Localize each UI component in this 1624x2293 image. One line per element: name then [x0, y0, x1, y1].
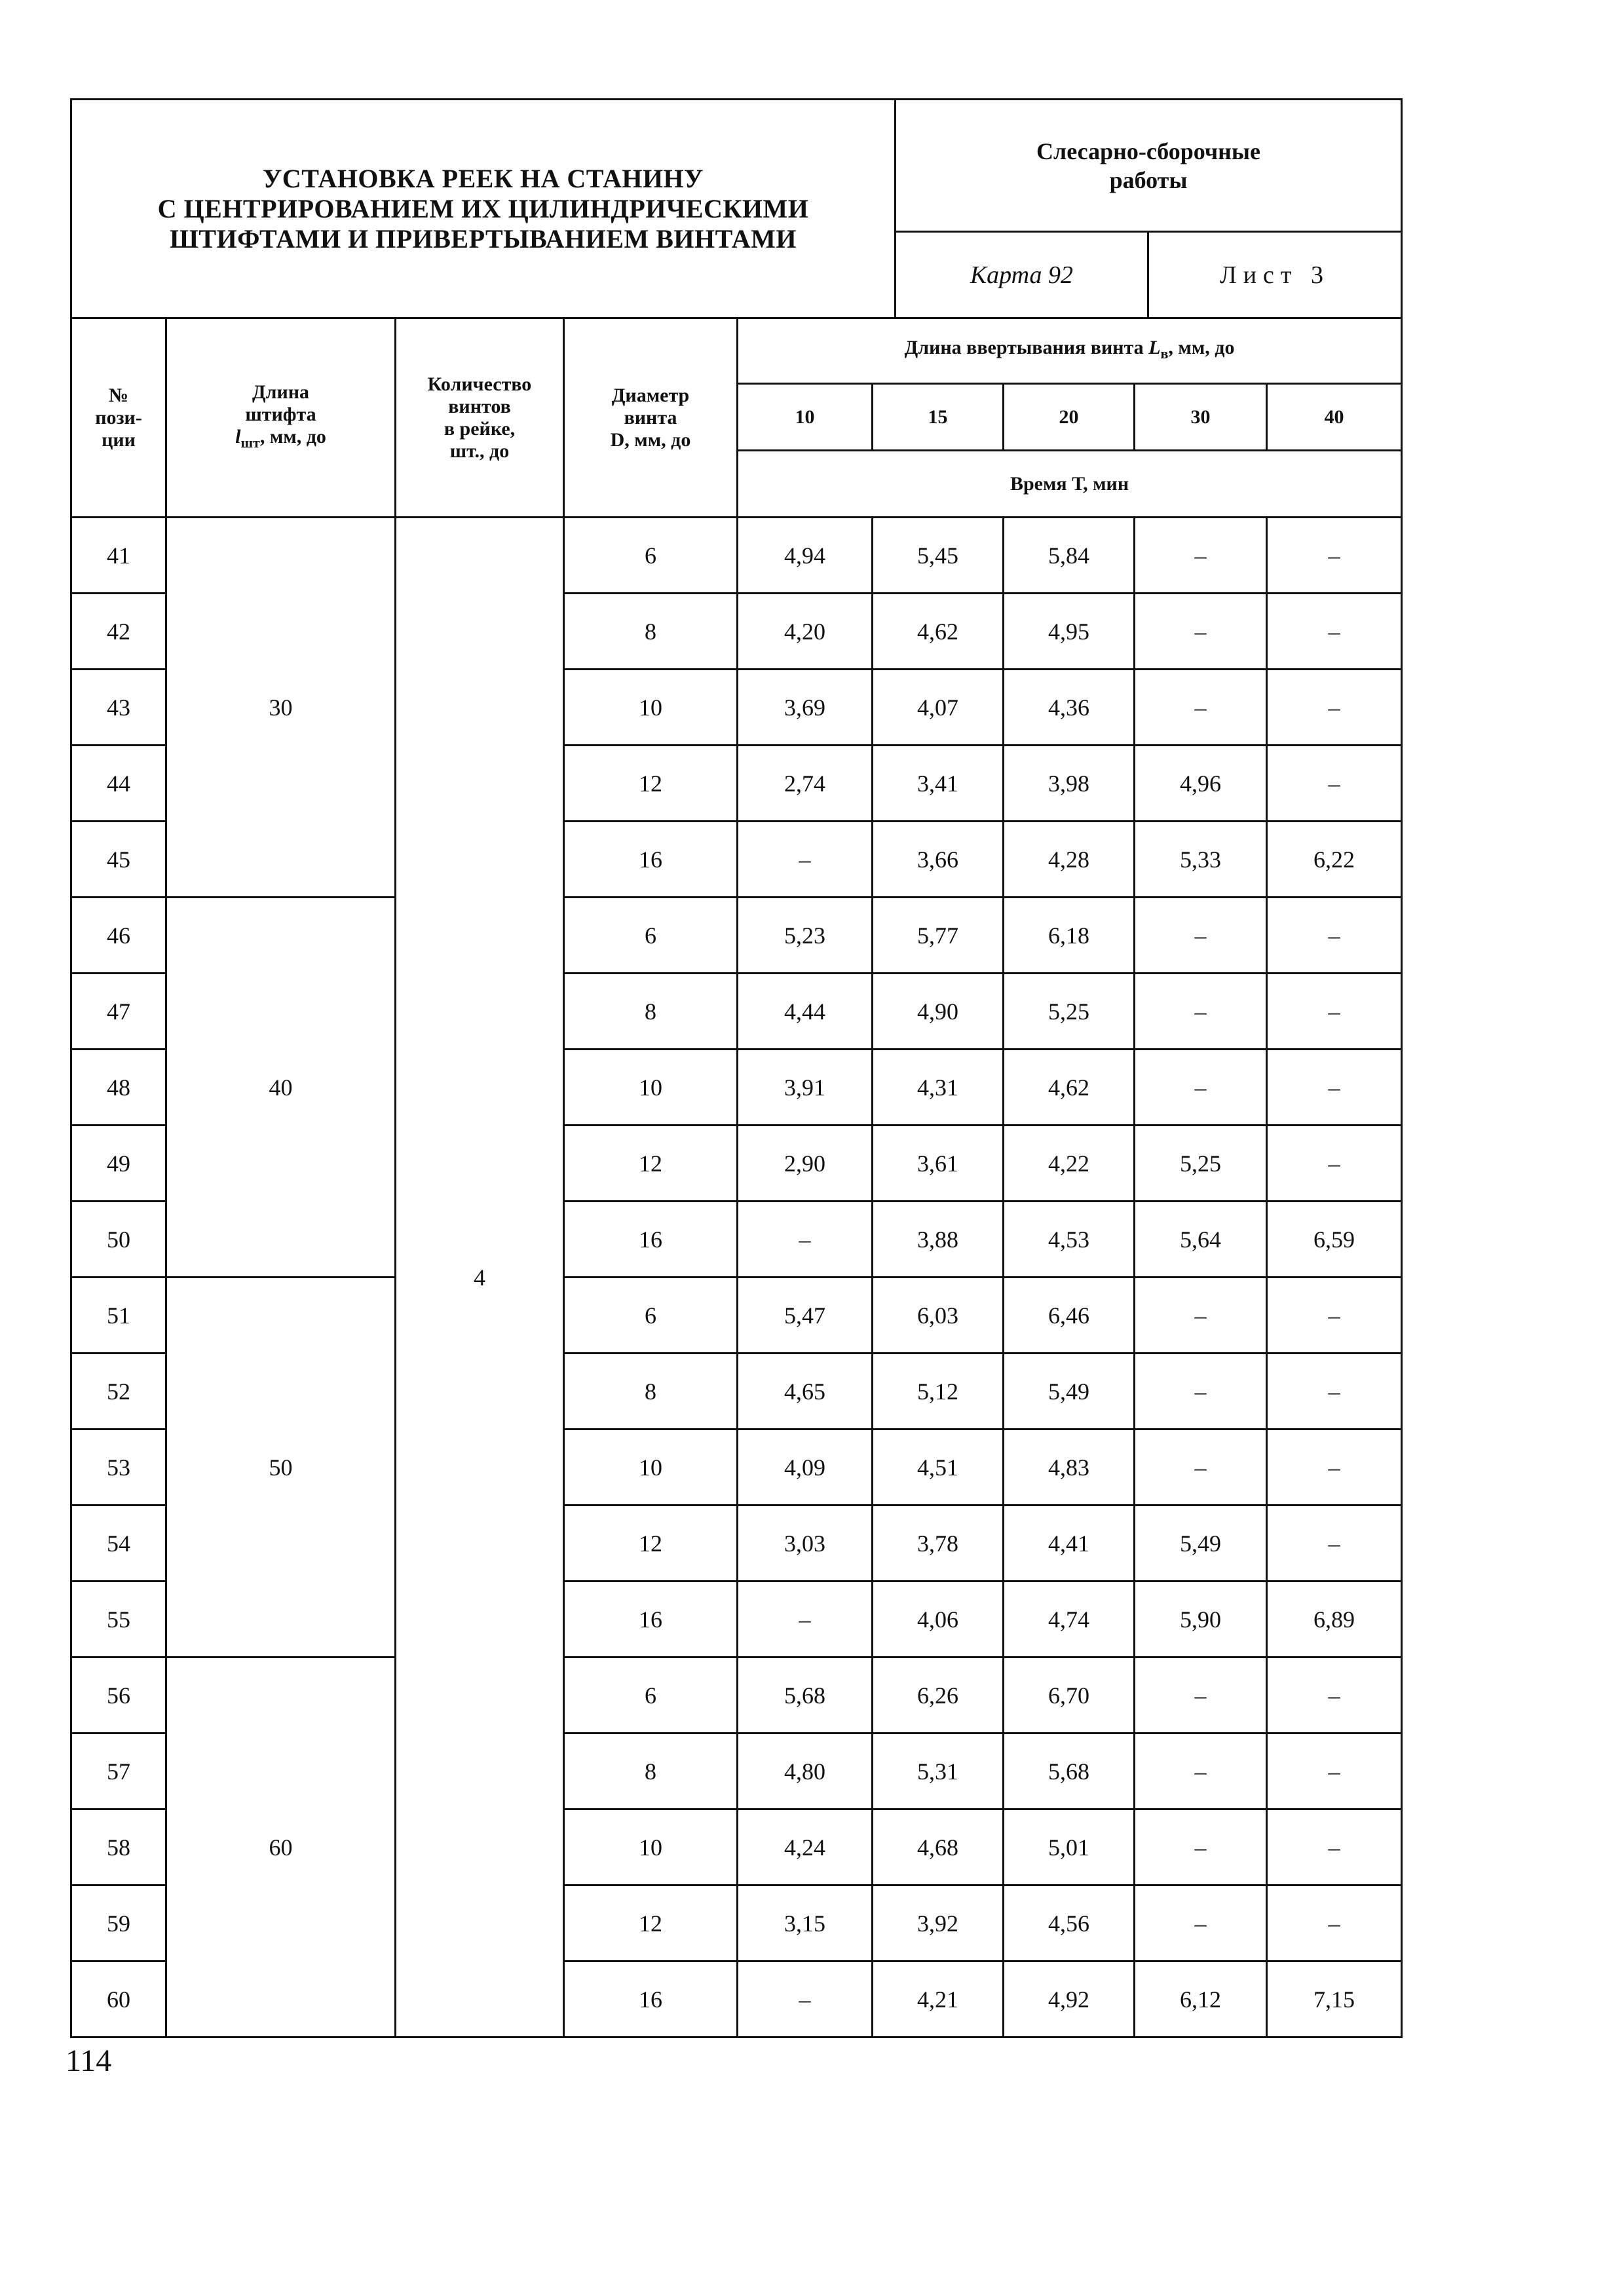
- header-line: ции: [102, 428, 136, 451]
- time-cell: 6,89: [1267, 1582, 1402, 1658]
- time-cell: 4,92: [1004, 1961, 1135, 2037]
- length-10: 10: [738, 384, 873, 451]
- diameter-cell: 10: [564, 1050, 738, 1126]
- position-cell: 52: [71, 1354, 166, 1430]
- col-diameter-header: [564, 318, 738, 518]
- time-cell: –: [1135, 1354, 1267, 1430]
- position-cell: 53: [71, 1430, 166, 1506]
- position-cell: 59: [71, 1886, 166, 1961]
- time-cell: 5,25: [1135, 1126, 1267, 1202]
- time-cell: –: [1267, 1658, 1402, 1734]
- header-line: штифта: [245, 404, 316, 425]
- col-pin-length-header: [166, 318, 396, 518]
- time-cell: 5,77: [873, 898, 1004, 974]
- header-line: винтов: [448, 395, 511, 417]
- unit-text: , мм, до: [1168, 337, 1235, 358]
- time-cell: –: [1267, 1126, 1402, 1202]
- time-cell: –: [1267, 974, 1402, 1050]
- table-row: [71, 1278, 1402, 1354]
- time-cell: –: [1135, 518, 1267, 594]
- time-cell: 5,49: [1135, 1506, 1267, 1582]
- time-cell: 5,12: [873, 1354, 1004, 1430]
- position-cell: 49: [71, 1126, 166, 1202]
- time-cell: 4,44: [738, 974, 873, 1050]
- time-cell: –: [1135, 1658, 1267, 1734]
- position-cell: 58: [71, 1810, 166, 1886]
- title-line: УСТАНОВКА РЕЕК НА СТАНИНУ: [262, 163, 704, 193]
- pin-length-cell: 40: [166, 898, 396, 1278]
- position-cell: 47: [71, 974, 166, 1050]
- diameter-cell: 10: [564, 1430, 738, 1506]
- diameter-cell: 12: [564, 1886, 738, 1961]
- time-cell: 4,90: [873, 974, 1004, 1050]
- position-cell: 45: [71, 822, 166, 898]
- time-cell: 4,96: [1135, 746, 1267, 822]
- time-cell: 3,91: [738, 1050, 873, 1126]
- time-cell: 5,25: [1004, 974, 1135, 1050]
- time-cell: 5,84: [1004, 518, 1135, 594]
- diameter-cell: 10: [564, 1810, 738, 1886]
- time-cell: 4,53: [1004, 1202, 1135, 1278]
- time-cell: 4,62: [1004, 1050, 1135, 1126]
- time-cell: 5,01: [1004, 1810, 1135, 1886]
- time-cell: 6,03: [873, 1278, 1004, 1354]
- position-cell: 42: [71, 594, 166, 670]
- time-cell: –: [1135, 1430, 1267, 1506]
- time-cell: 4,51: [873, 1430, 1004, 1506]
- time-cell: 4,74: [1004, 1582, 1135, 1658]
- time-cell: –: [1267, 1734, 1402, 1810]
- norm-card-sheet: [70, 98, 1401, 2038]
- time-cell: 6,46: [1004, 1278, 1135, 1354]
- time-cell: 4,06: [873, 1582, 1004, 1658]
- time-cell: –: [1267, 1506, 1402, 1582]
- diameter-cell: 6: [564, 1278, 738, 1354]
- table-row: [71, 1658, 1402, 1734]
- time-cell: 4,83: [1004, 1430, 1135, 1506]
- time-cell: 3,66: [873, 822, 1004, 898]
- unit-text: , мм, до: [259, 426, 326, 447]
- time-header: Время Т, мин: [738, 451, 1402, 518]
- time-cell: 6,26: [873, 1658, 1004, 1734]
- diameter-cell: 16: [564, 1202, 738, 1278]
- symbol-L: L: [1148, 337, 1161, 358]
- time-cell: 6,18: [1004, 898, 1135, 974]
- position-cell: 41: [71, 518, 166, 594]
- diameter-cell: 10: [564, 670, 738, 746]
- header-line: пози-: [95, 406, 142, 428]
- time-cell: 4,65: [738, 1354, 873, 1430]
- time-cell: 6,12: [1135, 1961, 1267, 2037]
- title-line: ШТИФТАМИ И ПРИВЕРТЫВАНИЕМ ВИНТАМИ: [169, 223, 797, 254]
- position-cell: 48: [71, 1050, 166, 1126]
- time-cell: 4,31: [873, 1050, 1004, 1126]
- position-cell: 60: [71, 1961, 166, 2037]
- time-cell: 5,68: [1004, 1734, 1135, 1810]
- card-number: Карта 92: [896, 232, 1148, 318]
- diameter-cell: 6: [564, 518, 738, 594]
- time-cell: –: [1267, 1886, 1402, 1961]
- header-line: Количество: [427, 373, 532, 395]
- pin-length-cell: 60: [166, 1658, 396, 2037]
- time-cell: –: [1267, 1810, 1402, 1886]
- time-cell: –: [1267, 1050, 1402, 1126]
- time-cell: –: [738, 822, 873, 898]
- time-cell: –: [1267, 670, 1402, 746]
- time-cell: –: [1135, 670, 1267, 746]
- time-cell: –: [1267, 1354, 1402, 1430]
- time-cell: 3,78: [873, 1506, 1004, 1582]
- pin-length-cell: 30: [166, 518, 396, 898]
- diameter-cell: 8: [564, 594, 738, 670]
- position-cell: 44: [71, 746, 166, 822]
- section-line: работы: [1109, 166, 1188, 193]
- time-cell: 4,56: [1004, 1886, 1135, 1961]
- time-cell: 5,49: [1004, 1354, 1135, 1430]
- time-cell: 2,90: [738, 1126, 873, 1202]
- time-cell: 3,69: [738, 670, 873, 746]
- position-cell: 57: [71, 1734, 166, 1810]
- header-line: в рейке,: [444, 417, 516, 440]
- time-cell: 4,68: [873, 1810, 1004, 1886]
- length-30: 30: [1135, 384, 1267, 451]
- time-cell: –: [1267, 1278, 1402, 1354]
- time-cell: 6,70: [1004, 1658, 1135, 1734]
- symbol-l: l: [235, 426, 241, 447]
- time-cell: 2,74: [738, 746, 873, 822]
- time-cell: –: [1267, 594, 1402, 670]
- time-cell: 4,20: [738, 594, 873, 670]
- time-cell: –: [1135, 1810, 1267, 1886]
- time-cell: 4,09: [738, 1430, 873, 1506]
- header-line: Диаметр: [611, 384, 690, 406]
- time-cell: 4,24: [738, 1810, 873, 1886]
- time-cell: 5,23: [738, 898, 873, 974]
- time-cell: 4,94: [738, 518, 873, 594]
- time-cell: –: [1267, 746, 1402, 822]
- diameter-cell: 6: [564, 1658, 738, 1734]
- table-row: [71, 518, 1402, 594]
- time-cell: –: [1135, 594, 1267, 670]
- time-cell: 5,47: [738, 1278, 873, 1354]
- title-line: С ЦЕНТРИРОВАНИЕМ ИХ ЦИЛИНДРИЧЕСКИМИ: [157, 193, 809, 223]
- card-header: [70, 98, 1403, 319]
- header-line: Длина: [252, 381, 310, 403]
- time-cell: 5,45: [873, 518, 1004, 594]
- time-cell: –: [738, 1961, 873, 2037]
- time-cell: 7,15: [1267, 1961, 1402, 2037]
- pin-length-cell: 50: [166, 1278, 396, 1658]
- time-cell: 4,41: [1004, 1506, 1135, 1582]
- diameter-cell: 16: [564, 1961, 738, 2037]
- time-cell: 4,21: [873, 1961, 1004, 2037]
- position-cell: 46: [71, 898, 166, 974]
- subscript-v: в: [1160, 345, 1169, 362]
- diameter-cell: 12: [564, 1126, 738, 1202]
- diameter-cell: 16: [564, 822, 738, 898]
- time-cell: 4,28: [1004, 822, 1135, 898]
- position-cell: 43: [71, 670, 166, 746]
- time-cell: 5,31: [873, 1734, 1004, 1810]
- time-cell: 5,33: [1135, 822, 1267, 898]
- position-cell: 51: [71, 1278, 166, 1354]
- time-cell: 4,95: [1004, 594, 1135, 670]
- time-cell: –: [1267, 518, 1402, 594]
- sheet-number: Лист 3: [1148, 232, 1402, 318]
- table-body: [71, 518, 1402, 2037]
- time-cell: 4,36: [1004, 670, 1135, 746]
- diameter-cell: 6: [564, 898, 738, 974]
- time-cell: 4,22: [1004, 1126, 1135, 1202]
- time-cell: 3,98: [1004, 746, 1135, 822]
- time-cell: 3,92: [873, 1886, 1004, 1961]
- work-section: [896, 100, 1402, 232]
- table-row: [71, 898, 1402, 974]
- position-cell: 56: [71, 1658, 166, 1734]
- time-cell: –: [738, 1202, 873, 1278]
- header-line: шт., до: [449, 440, 510, 462]
- diameter-cell: 8: [564, 1354, 738, 1430]
- col-screw-count-header: [396, 318, 564, 518]
- time-cell: –: [1135, 974, 1267, 1050]
- subscript-sht: шт: [240, 434, 260, 451]
- screw-in-length-header: [738, 318, 1402, 384]
- time-cell: 6,59: [1267, 1202, 1402, 1278]
- diameter-cell: 12: [564, 746, 738, 822]
- time-cell: 3,41: [873, 746, 1004, 822]
- header-line: [167, 426, 394, 454]
- time-cell: 4,62: [873, 594, 1004, 670]
- length-15: 15: [873, 384, 1004, 451]
- time-cell: –: [1135, 1734, 1267, 1810]
- diameter-cell: 16: [564, 1582, 738, 1658]
- time-cell: 5,68: [738, 1658, 873, 1734]
- time-cell: 3,61: [873, 1126, 1004, 1202]
- diameter-cell: 8: [564, 974, 738, 1050]
- position-cell: 50: [71, 1202, 166, 1278]
- norms-table: [70, 317, 1403, 2038]
- time-cell: 6,22: [1267, 822, 1402, 898]
- diameter-cell: 12: [564, 1506, 738, 1582]
- section-line: Слесарно-сборочные: [1036, 138, 1260, 164]
- diameter-cell: 8: [564, 1734, 738, 1810]
- header-line: винта: [624, 406, 677, 428]
- time-cell: 4,80: [738, 1734, 873, 1810]
- position-cell: 54: [71, 1506, 166, 1582]
- header-line: D, мм, до: [610, 428, 691, 451]
- position-cell: 55: [71, 1582, 166, 1658]
- length-20: 20: [1004, 384, 1135, 451]
- length-40: 40: [1267, 384, 1402, 451]
- time-cell: 3,03: [738, 1506, 873, 1582]
- time-cell: –: [1135, 898, 1267, 974]
- screw-count-cell: 4: [396, 518, 564, 2037]
- time-cell: 5,90: [1135, 1582, 1267, 1658]
- header-line: №: [108, 384, 129, 406]
- time-cell: 5,64: [1135, 1202, 1267, 1278]
- time-cell: –: [1135, 1278, 1267, 1354]
- time-cell: 3,15: [738, 1886, 873, 1961]
- header-text: Длина ввертывания винта: [904, 337, 1149, 358]
- time-cell: –: [738, 1582, 873, 1658]
- time-cell: –: [1267, 898, 1402, 974]
- time-cell: 3,88: [873, 1202, 1004, 1278]
- time-cell: 4,07: [873, 670, 1004, 746]
- time-cell: –: [1267, 1430, 1402, 1506]
- page-number: 114: [66, 2043, 112, 2078]
- card-title: [71, 100, 896, 318]
- time-cell: –: [1135, 1886, 1267, 1961]
- time-cell: –: [1135, 1050, 1267, 1126]
- col-position-header: [71, 318, 166, 518]
